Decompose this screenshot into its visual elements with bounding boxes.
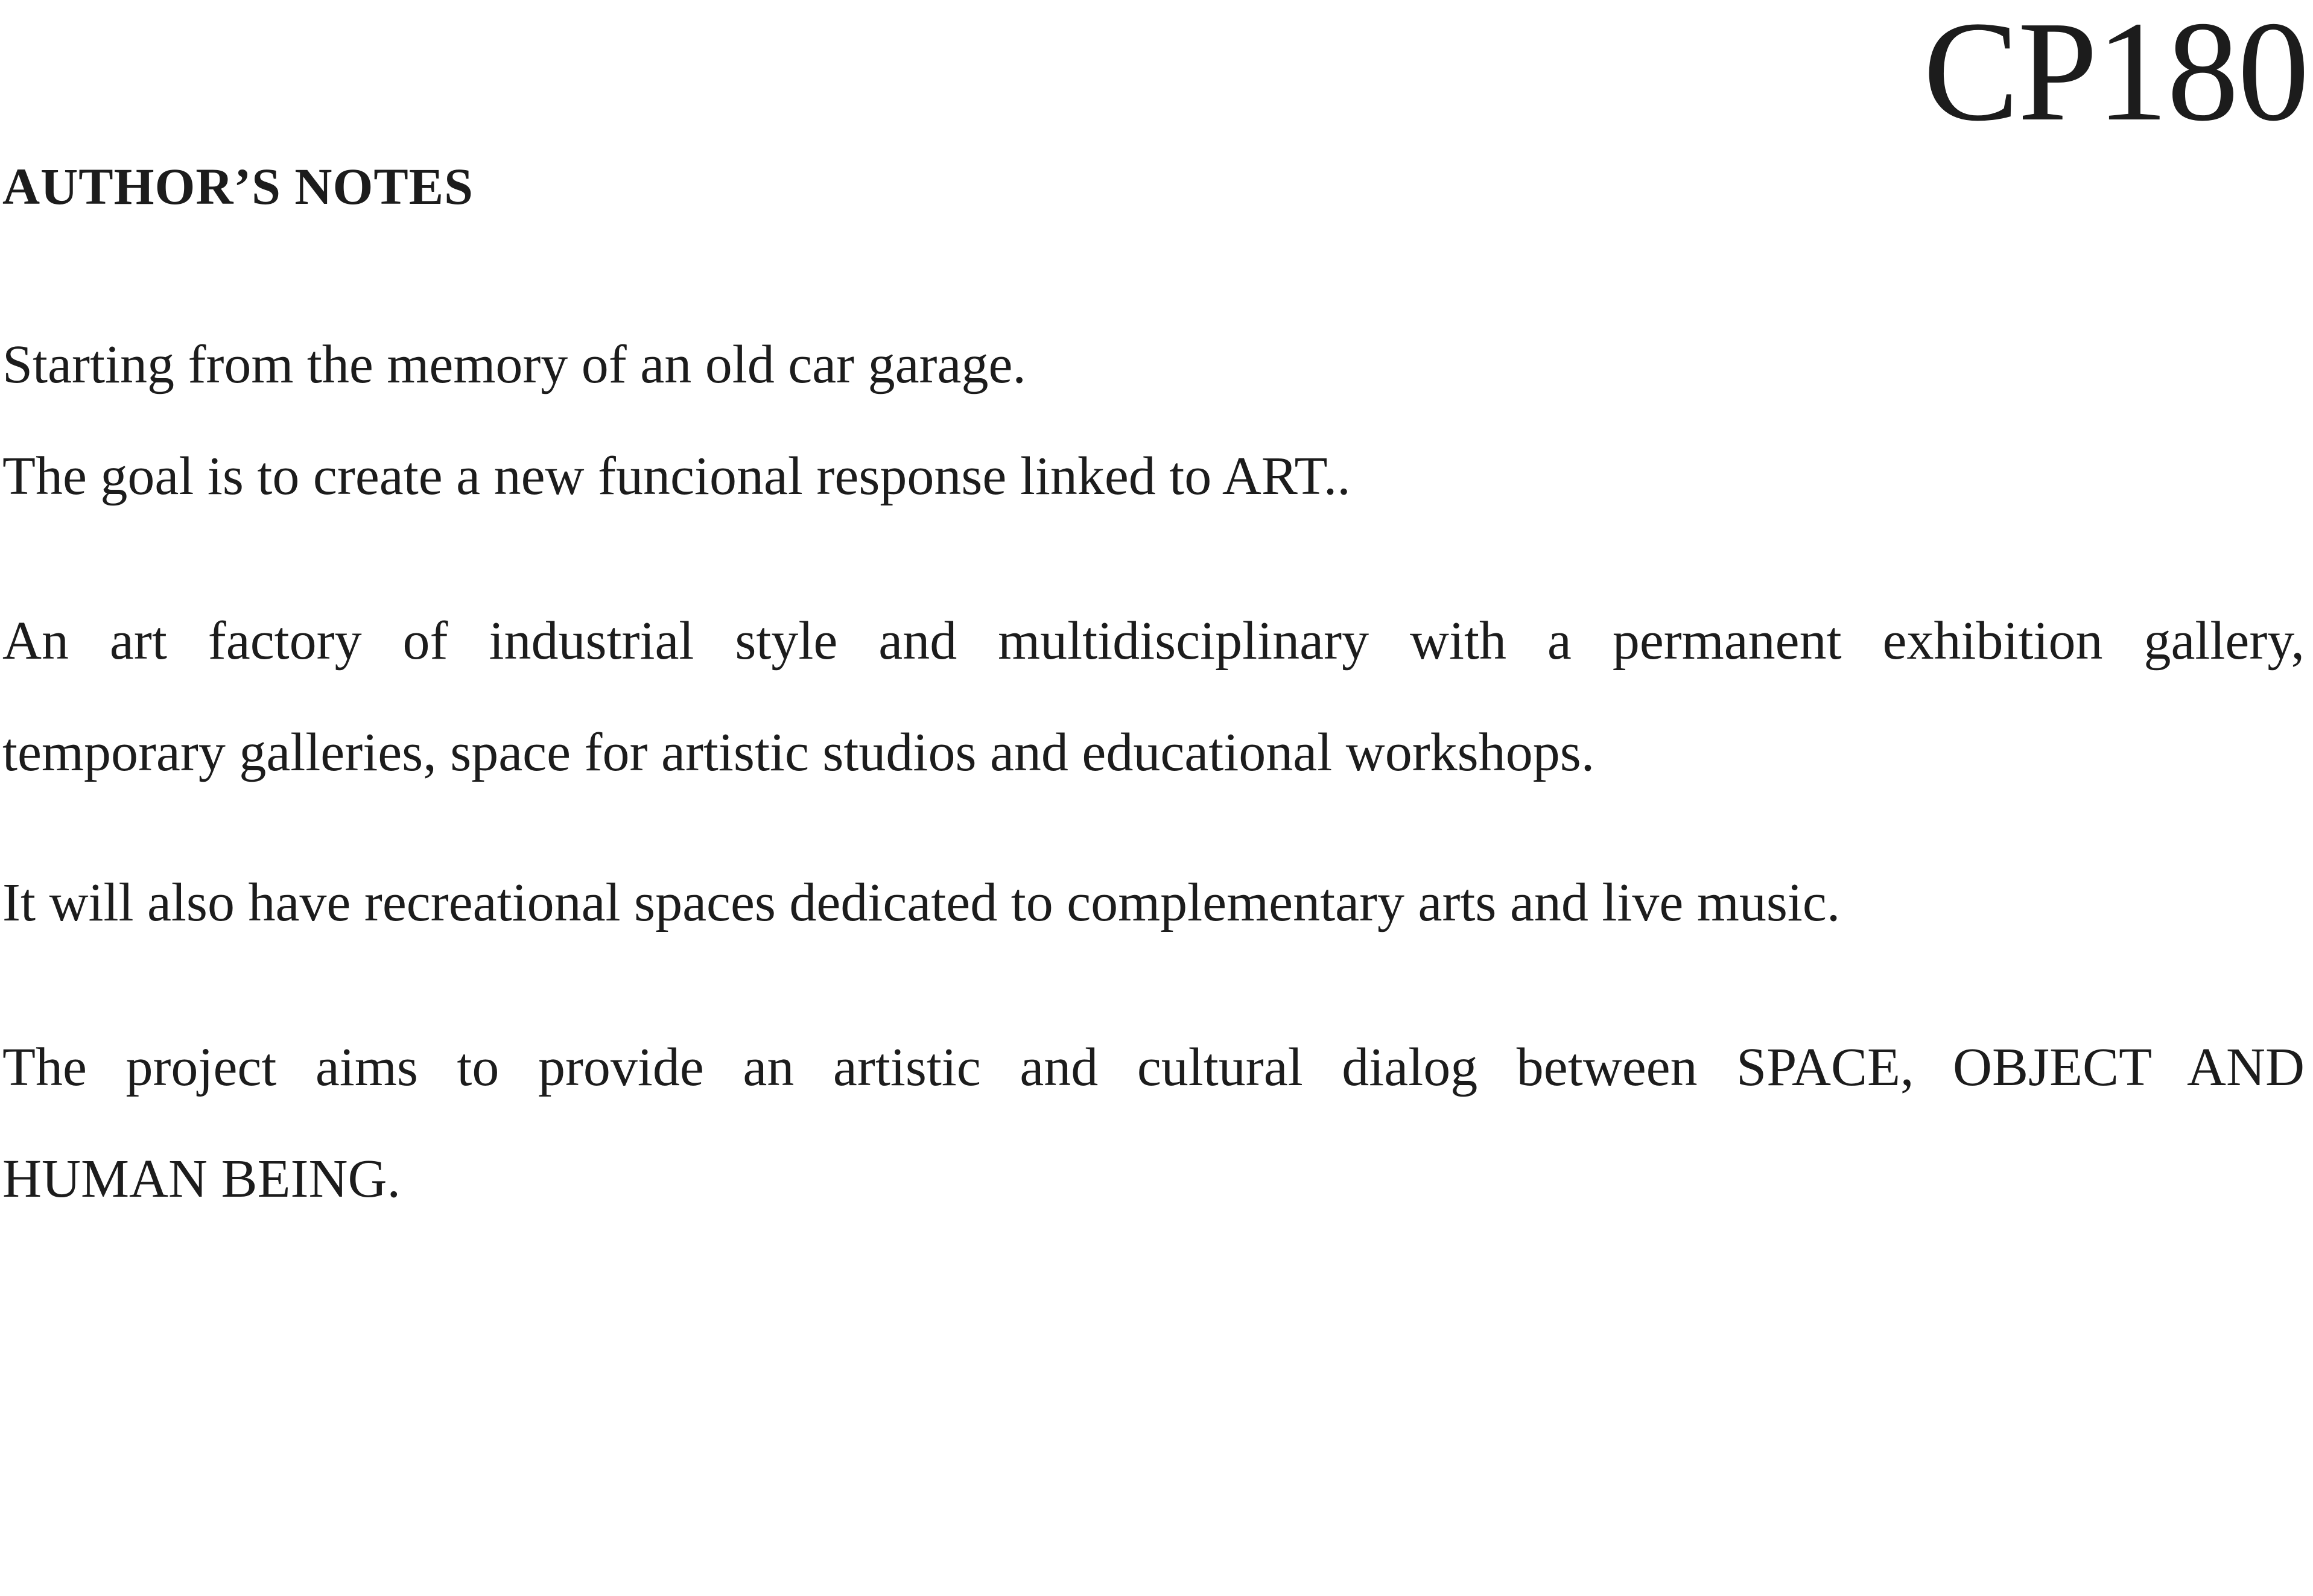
paragraph-4-line-2: HUMAN BEING.	[2, 1149, 401, 1209]
paragraph-2-line-1: An art factory of industrial style and multidisciplinary with a permanent exhibition gallery,	[2, 611, 2305, 671]
paragraph-2-line-2: temporary galleries, space for artistic studios and educational workshops.	[2, 723, 1595, 782]
document-code: CP180	[1923, 0, 2308, 151]
paragraph-1-line-1: Starting from the memory of an old car garage.	[2, 335, 1026, 394]
paragraph-4-line-1: The project aims to provide an artistic and cultural dialog between SPACE, OBJECT AND	[2, 1037, 2305, 1097]
section-title: AUTHOR’S NOTES	[2, 157, 474, 215]
paragraph-3-line-1: It will also have recreational spaces dedicated to complementary arts and live music.	[2, 873, 1841, 933]
paragraph-1-line-2: The goal is to create a new funcional response linked to ART..	[2, 446, 1351, 506]
